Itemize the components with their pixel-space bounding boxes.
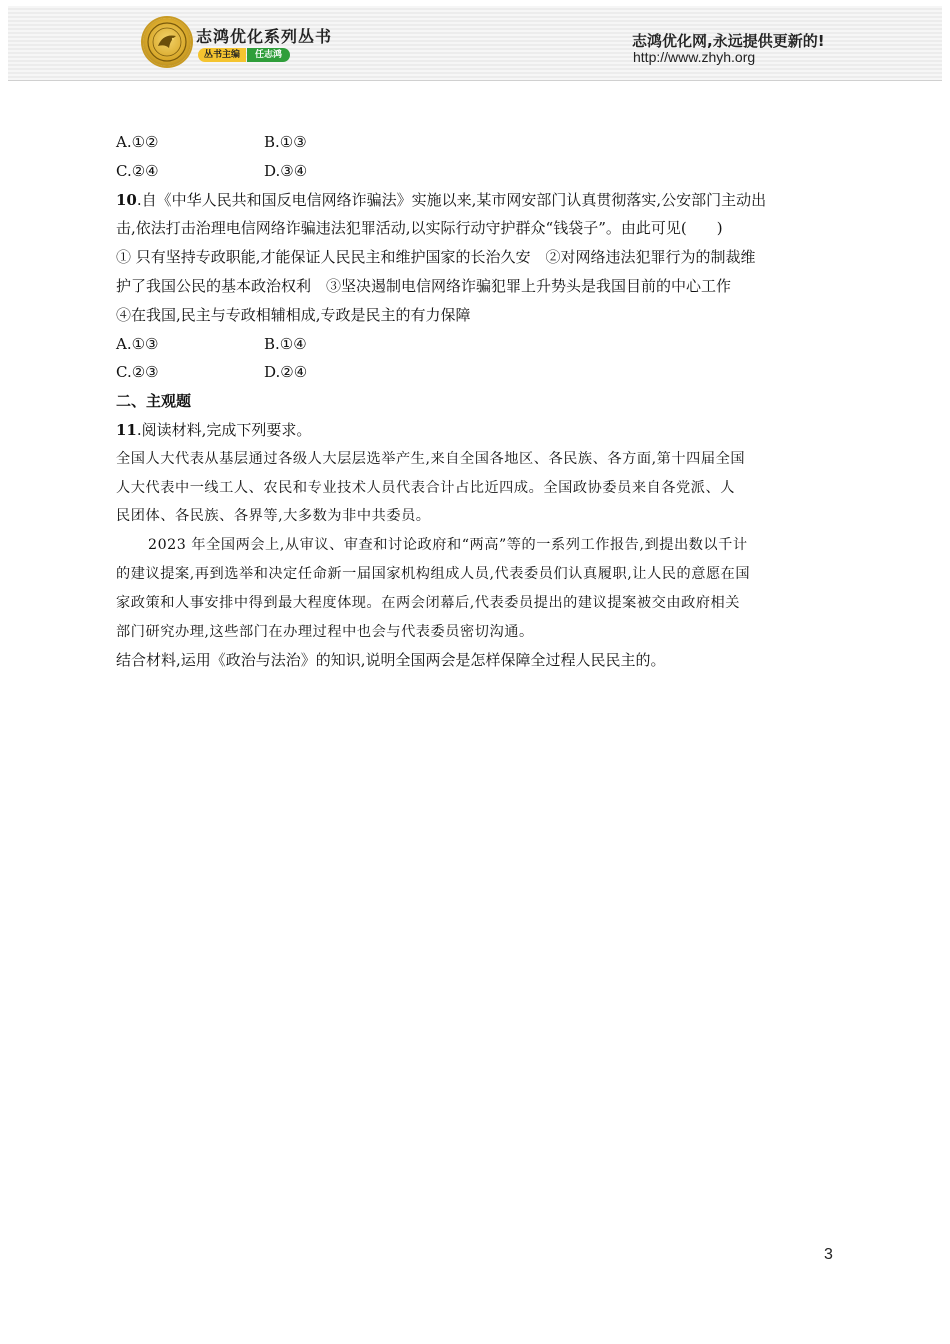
q10-options-row-1 <box>116 330 836 359</box>
section-title: 二、主观题 <box>116 392 192 411</box>
q9-options-row-1 <box>116 128 836 157</box>
header-divider <box>8 80 942 81</box>
q9-option-b: B.①③ <box>264 133 307 151</box>
q11-material-line-5: 的建议提案,再到选举和决定任命新一届国家机构组成人员,代表委员们认真履职,让人民的意愿在国 <box>116 565 751 582</box>
q10-statement-line-1: ① 只有坚持专政职能,才能保证人民民主和维护国家的长治久安 ②对网络违法犯罪行为的制裁维 <box>116 248 756 267</box>
q11-question: 结合材料,运用《政治与法治》的知识,说明全国两会是怎样保障全过程人民民主的。 <box>116 651 666 670</box>
q11-material-line-7: 部门研究办理,这些部门在办理过程中也会与代表委员密切沟通。 <box>116 623 534 640</box>
q10-option-c: C.②③ <box>116 363 159 382</box>
q9-options-row-2 <box>116 157 836 186</box>
q11-number: 11 <box>116 420 137 439</box>
document-body <box>116 128 836 675</box>
q10-options-row-2 <box>116 358 836 387</box>
q10-stem-line-1 <box>116 186 836 215</box>
editor-label: 丛书主编 <box>198 48 246 62</box>
q10-option-d: D.②④ <box>264 363 308 382</box>
q9-option-a: A.①② <box>116 133 159 151</box>
q10-number: 10 <box>116 190 137 209</box>
page-number: 3 <box>824 1246 833 1263</box>
q11-material-line-3: 民团体、各民族、各界等,大多数为非中共委员。 <box>116 508 431 525</box>
q9-option-c: C.②④ <box>116 161 159 180</box>
q11-material-line-6: 家政策和人事安排中得到最大程度体现。在两会闭幕后,代表委员提出的建议提案被交由政府相关 <box>116 594 741 611</box>
series-logo-emblem <box>143 18 191 66</box>
series-title: 志鸿优化系列丛书 <box>196 27 333 46</box>
editor-name: 任志鸿 <box>247 48 290 62</box>
q10-option-b: B.①④ <box>264 334 307 353</box>
q11-material-line-1: 全国人大代表从基层通过各级人大层层选举产生,来自全国各地区、各民族、各方面,第十四届全国 <box>116 450 746 467</box>
q11-material-line-2: 人大代表中一线工人、农民和专业技术人员代表合计占比近四成。全国政协委员来自各党派、人 <box>116 479 735 496</box>
q10-statement-line-2: 护了我国公民的基本政治权利 ③坚决遏制电信网络诈骗犯罪上升势头是我国目前的中心工作 <box>116 276 732 295</box>
q11-material-line-4: 2023 年全国两会上,从审议、审查和讨论政府和“两高”等的一系列工作报告,到提出数以千计 <box>148 537 748 554</box>
q11-instruction: .阅读材料,完成下列要求。 <box>136 420 312 439</box>
header-url: http://www.zhyh.org <box>633 49 756 65</box>
q9-option-d: D.③④ <box>264 161 308 180</box>
q11-instruction-line <box>116 416 836 445</box>
q10-option-a: A.①③ <box>116 334 159 353</box>
header-slogan: 志鸿优化网,永远提供更新的! <box>632 32 825 50</box>
emblem-icon <box>143 18 191 66</box>
q10-stem-line-2: 击,依法打击治理电信网络诈骗违法犯罪活动,以实际行动守护群众“钱袋子”。由此可见( ) <box>116 219 723 238</box>
q10-statement-line-3: ④在我国,民主与专政相辅相成,专政是民主的有力保障 <box>116 305 471 324</box>
q10-stem-text-1: .自《中华人民共和国反电信网络诈骗法》实施以来,某市网安部门认真贯彻落实,公安部门主动出 <box>136 190 767 209</box>
